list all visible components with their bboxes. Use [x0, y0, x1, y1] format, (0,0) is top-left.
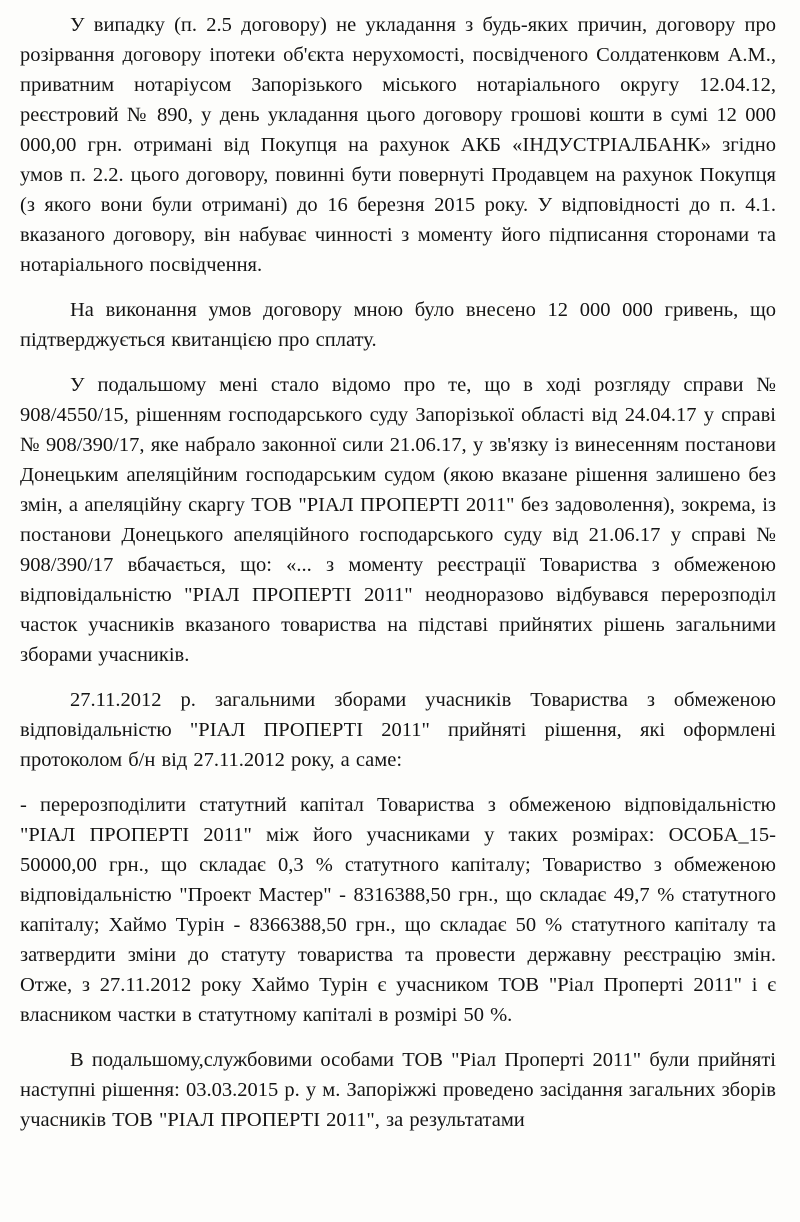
paragraph-contract-termination: У випадку (п. 2.5 договору) не укладання з будь-яких причин, договору про розірвання договору іпотеки об'єкта нерухомості, посвідченого Солдатенковм А.М., приватним нотаріусом Запорізького міського нотаріального округу 12.04.12, реєстровий № 890, у день укладання цього договору грошові кошти в сумі 12 000 000,00 грн. отримані від Покупця на рахунок АКБ «ІНДУСТРІАЛБАНК» згідно умов п. 2.2. цього договору, повинні бути повернуті Продавцем на рахунок Покупця (з якого вони були отримані) до 16 березня 2015 року. У відповідності до п. 4.1. вказаного договору, він набуває чинності з моменту його підписання сторонами та нотаріального посвідчення.: [20, 14, 776, 276]
paragraph-capital-redistribution: - перерозподілити статутний капітал Товариства з обмеженою відповідальністю "РІАЛ ПРОПЕРТІ 2011" між його учасниками у таких розмірах: ОСОБА_15- 50000,00 грн., що складає 0,3 % статутного капіталу; Товариство з обмеженою відповідальністю "Проект Мастер" - 8316388,50 грн., що складає 49,7 % статутного капіталу; Хаймо Турін - 8366388,50 грн., що складає 50 % статутного капіталу та затвердити зміни до статуту товариства та провести державну реєстрацію змін. Отже, з 27.11.2012 року Хаймо Турін є учасником ТОВ "Ріал Проперті 2011" і є власником частки в статутному капіталі в розмірі 50 %.: [20, 794, 776, 1026]
paragraph-payment-confirmation: На виконання умов договору мною було внесено 12 000 000 гривень, що підтверджується квитанцією про сплату.: [20, 299, 776, 351]
paragraph-subsequent-decisions: В подальшому,службовими особами ТОВ "Ріал Проперті 2011" були прийняті наступні рішення: 03.03.2015 р. у м. Запоріжжі проведено засідання загальних зборів учасників ТОВ "РІАЛ ПРОПЕРТІ 2011", за результатами: [20, 1049, 776, 1131]
paragraph-meeting-decision: 27.11.2012 р. загальними зборами учасників Товариства з обмеженою відповідальністю "РІАЛ ПРОПЕРТІ 2011" прийняті рішення, які оформлені протоколом б/н від 27.11.2012 року, а саме:: [20, 689, 776, 771]
paragraph-court-case: У подальшому мені стало відомо про те, що в ході розгляду справи № 908/4550/15, рішенням господарського суду Запорізької області від 24.04.17 у справі № 908/390/17, яке набрало законної сили 21.06.17, у зв'язку із винесенням постанови Донецьким апеляційним господарським судом (якою вказане рішення залишено без змін, а апеляційну скаргу ТОВ "РІАЛ ПРОПЕРТІ 2011" без задоволення), зокрема, із постанови Донецького апеляційного господарського суду від 21.06.17 у справі № 908/390/17 вбачається, що: «... з моменту реєстрації Товариства з обмеженою відповідальністю "РІАЛ ПРОПЕРТІ 2011" неодноразово відбувався перерозподіл часток учасників вказаного товариства на підставі прийнятих рішень загальними зборами учасників.: [20, 374, 776, 666]
